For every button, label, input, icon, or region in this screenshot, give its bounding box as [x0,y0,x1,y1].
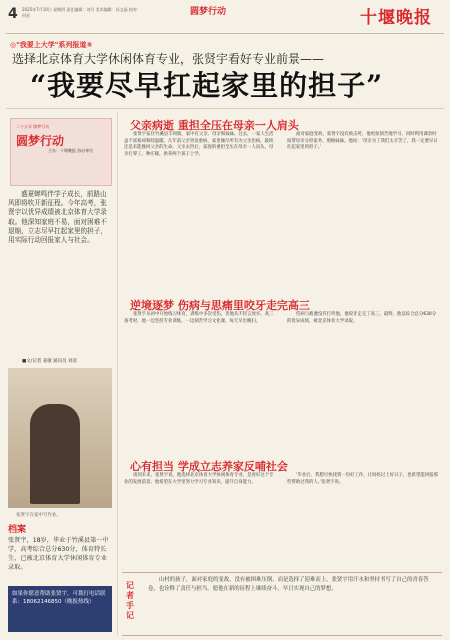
main-title: “我要尽早扛起家里的担子” [30,69,384,102]
subtitle: 选择北京体育大学休闲体育专业，张贤宇看好专业前景—— [12,52,325,66]
section-1-col-1: 张贤宇家住竹溪县丰坝镇，家中有父亲、母亲和妹妹。过去，一家人生活虽不富裕却和睦温暖。几年前父亲突发重病，家里倾尽所有为父亲治病，最终还是未能挽回父亲的生命。父亲去世后，家庭的重担全压在母亲一人肩头，母亲打零工、种庄稼，供养两个孩子上学。 [124,132,274,157]
photo-caption: 张贤宇在家中写作业。 [16,513,61,518]
archive-label: 档案 [8,525,27,535]
page-number: 4 [8,6,18,22]
section-heading-2: 逆境逐梦 伤病与思痛里咬牙走完高三 [130,299,310,312]
archive-text: 张贤宇，18岁，毕业于竹溪县第一中学，高考综合总分630分，体育特长生，已被北京体育大学休闲体育专业录取。 [8,537,109,571]
section-heading-3: 心有担当 学成立志养家反哺社会 [130,460,288,473]
section-3-col-2: ‘毕业后，我想尽快找到一份好工作，让妈妈过上好日子，也希望能回报那些帮助过我的人。’张贤宇说。 [287,473,438,485]
badge-small-text: 二十五年 圆梦行动 [16,124,50,129]
dateline: 2025年7月10日 星期四 责任编辑：刘月 美术编辑：孙文晶 校对：何亚 [22,7,141,18]
series-tag: ◎"我要上大学"系列报道⑤ [10,41,93,49]
lead-paragraph: 盛夏蝉鸣伴学子成长，前路山风即将吹开新征程。今年高考，张贤宇以优异成绩被北京体育大学录取。他深知家庭不易，面对困难不退缩，立志尽早扛起家里的担子，用实际行动回报家人与社会。 [8,190,107,245]
section-2-col-2: 伤病与疲惫没有打垮他，他咬牙走完了高三。最终，他以综合总分630分的优异成绩，被北京体育大学录取。 [287,312,437,324]
badge-title: 圆梦行动 [16,134,65,148]
section-name: 圆梦行动 [190,7,227,17]
section-heading-1: 父亲病逝 重担全压在母亲一人肩头 [130,119,299,132]
section-3-col-1: 谈到未来，张贤宇说，他选择北京体育大学休闲体育专业，是看好这个专业的发展前景。他希望在大学里努力学习专业知识，提升自身能力。 [124,473,274,485]
badge-organizer: 主办：十堰晚报 协办单位 [48,148,94,153]
title-divider [6,108,444,109]
reporter-note-text: 山村的孩子，面对家庭的变故，没有被困难压倒，而是选择了迎难而上。张贤宇用汗水和坚持书写了自己的青春答卷，也诠释了责任与担当。愿他在新的征程上继续奋斗，早日实现自己的梦想。 [148,577,429,592]
reporter-note-label: 记者手记 [126,580,134,620]
photo-figure [30,404,80,504]
section-2-col-1: 张贤宇从初中开始练习体育，训练中多次受伤，但他从不轻言放弃。高三备考时，他一边坚持专业训练，一边刻苦学习文化课，每天早出晚归。 [124,312,274,324]
contact-text: 如果你愿意帮助张贤宇，可拨打电话联系：18062146850（晚报热线） [12,591,106,605]
section-1-col-2: 面对家庭变故，张贤宇没有被击垮，他更加刻苦地学习，同时利用课余时间帮母亲分担家务、照顾妹妹。他说：‘母亲为了我们太辛苦了，我一定要早日扛起家里的担子。’ [287,132,438,151]
newspaper-logo: 十堰晚报 [360,8,432,28]
byline: ■文/记者 姜敏 通讯员 刘彦 [22,359,78,364]
column-divider [117,112,118,636]
header-divider [6,33,444,34]
